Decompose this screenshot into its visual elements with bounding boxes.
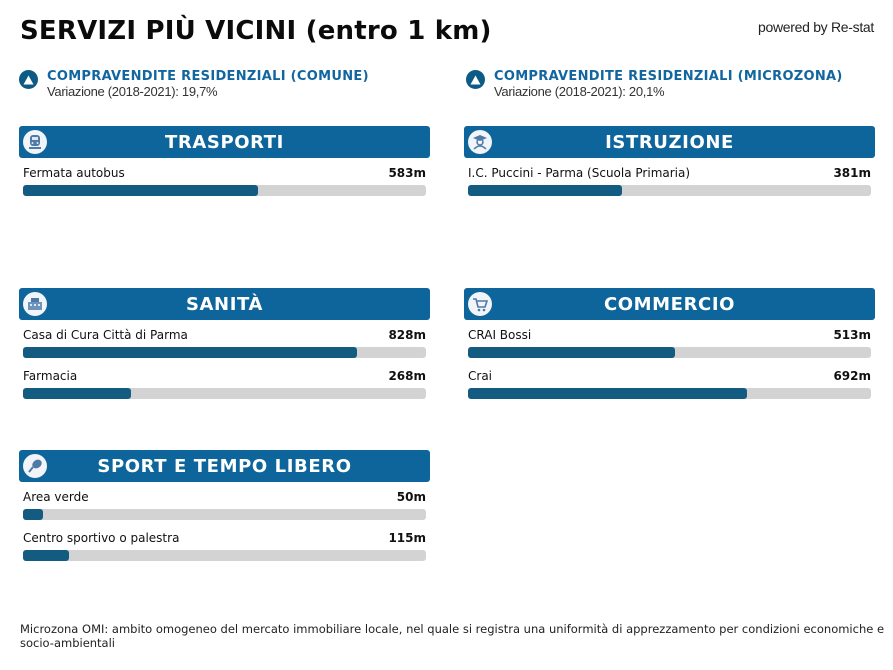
train-icon: [23, 130, 47, 154]
distance-bar: [23, 388, 426, 399]
powered-by-label: powered by Re-stat: [758, 19, 874, 35]
student-icon: [468, 130, 492, 154]
service-name: Fermata autobus: [23, 166, 125, 180]
footnote: Microzona OMI: ambito omogeneo del mercato immobiliare locale, nel quale si registra una uniformità di apprezzamento per condizioni economiche e socio-ambientali: [20, 622, 885, 650]
card-header: [464, 288, 875, 320]
service-row: [19, 327, 430, 362]
triangle-up-icon: [19, 70, 38, 89]
distance-bar: [468, 185, 871, 196]
card-sport: [19, 450, 430, 565]
hospital-icon: [23, 292, 47, 316]
service-name: Casa di Cura Città di Parma: [23, 328, 188, 342]
card-header: [19, 450, 430, 482]
shopping-cart-icon: [468, 292, 492, 316]
card-sanita: [19, 288, 430, 403]
stat-microzona: [466, 69, 843, 100]
service-row: [19, 530, 430, 565]
card-header: [19, 288, 430, 320]
card-title: COMMERCIO: [603, 293, 736, 315]
distance-bar: [23, 347, 426, 358]
stat-variation: Variazione (2018-2021): 20,1%: [494, 84, 665, 99]
service-row: [19, 368, 430, 403]
service-row: [464, 327, 875, 362]
distance-bar: [23, 509, 426, 520]
service-name: Crai: [468, 369, 492, 383]
service-name: CRAI Bossi: [468, 328, 532, 342]
distance-bar: [468, 388, 871, 399]
card-istruzione: [464, 126, 875, 200]
card-header: [19, 126, 430, 158]
service-row: [19, 489, 430, 524]
stat-variation: Variazione (2018-2021): 19,7%: [47, 84, 218, 99]
triangle-up-icon: [466, 70, 485, 89]
stat-title: COMPRAVENDITE RESIDENZIALI (MICROZONA): [494, 69, 843, 84]
service-row: [19, 165, 430, 200]
card-title: TRASPORTI: [165, 131, 284, 153]
distance-bar: [468, 347, 871, 358]
service-distance: 513m: [833, 328, 871, 342]
card-header: [464, 126, 875, 158]
service-distance: 268m: [388, 369, 426, 383]
service-distance: 692m: [833, 369, 871, 383]
stat-comune: [19, 69, 369, 100]
distance-bar: [23, 185, 426, 196]
stat-title: COMPRAVENDITE RESIDENZIALI (COMUNE): [47, 69, 369, 84]
service-name: Centro sportivo o palestra: [23, 531, 180, 545]
card-commercio: [464, 288, 875, 403]
service-name: Area verde: [23, 490, 89, 504]
service-row: [464, 368, 875, 403]
service-distance: 583m: [388, 166, 426, 180]
card-title: SANITÀ: [185, 293, 264, 315]
service-row: [464, 165, 875, 200]
service-distance: 50m: [396, 490, 426, 504]
service-name: I.C. Puccini - Parma (Scuola Primaria): [468, 166, 691, 180]
card-title: ISTRUZIONE: [605, 131, 734, 153]
service-name: Farmacia: [23, 369, 78, 383]
distance-bar: [23, 550, 426, 561]
service-distance: 828m: [388, 328, 426, 342]
service-distance: 381m: [833, 166, 871, 180]
card-title: SPORT E TEMPO LIBERO: [97, 455, 352, 477]
tennis-racket-icon: [23, 454, 47, 478]
page-title: SERVIZI PIÙ VICINI (entro 1 km): [20, 16, 492, 46]
service-distance: 115m: [388, 531, 426, 545]
card-trasporti: [19, 126, 430, 200]
